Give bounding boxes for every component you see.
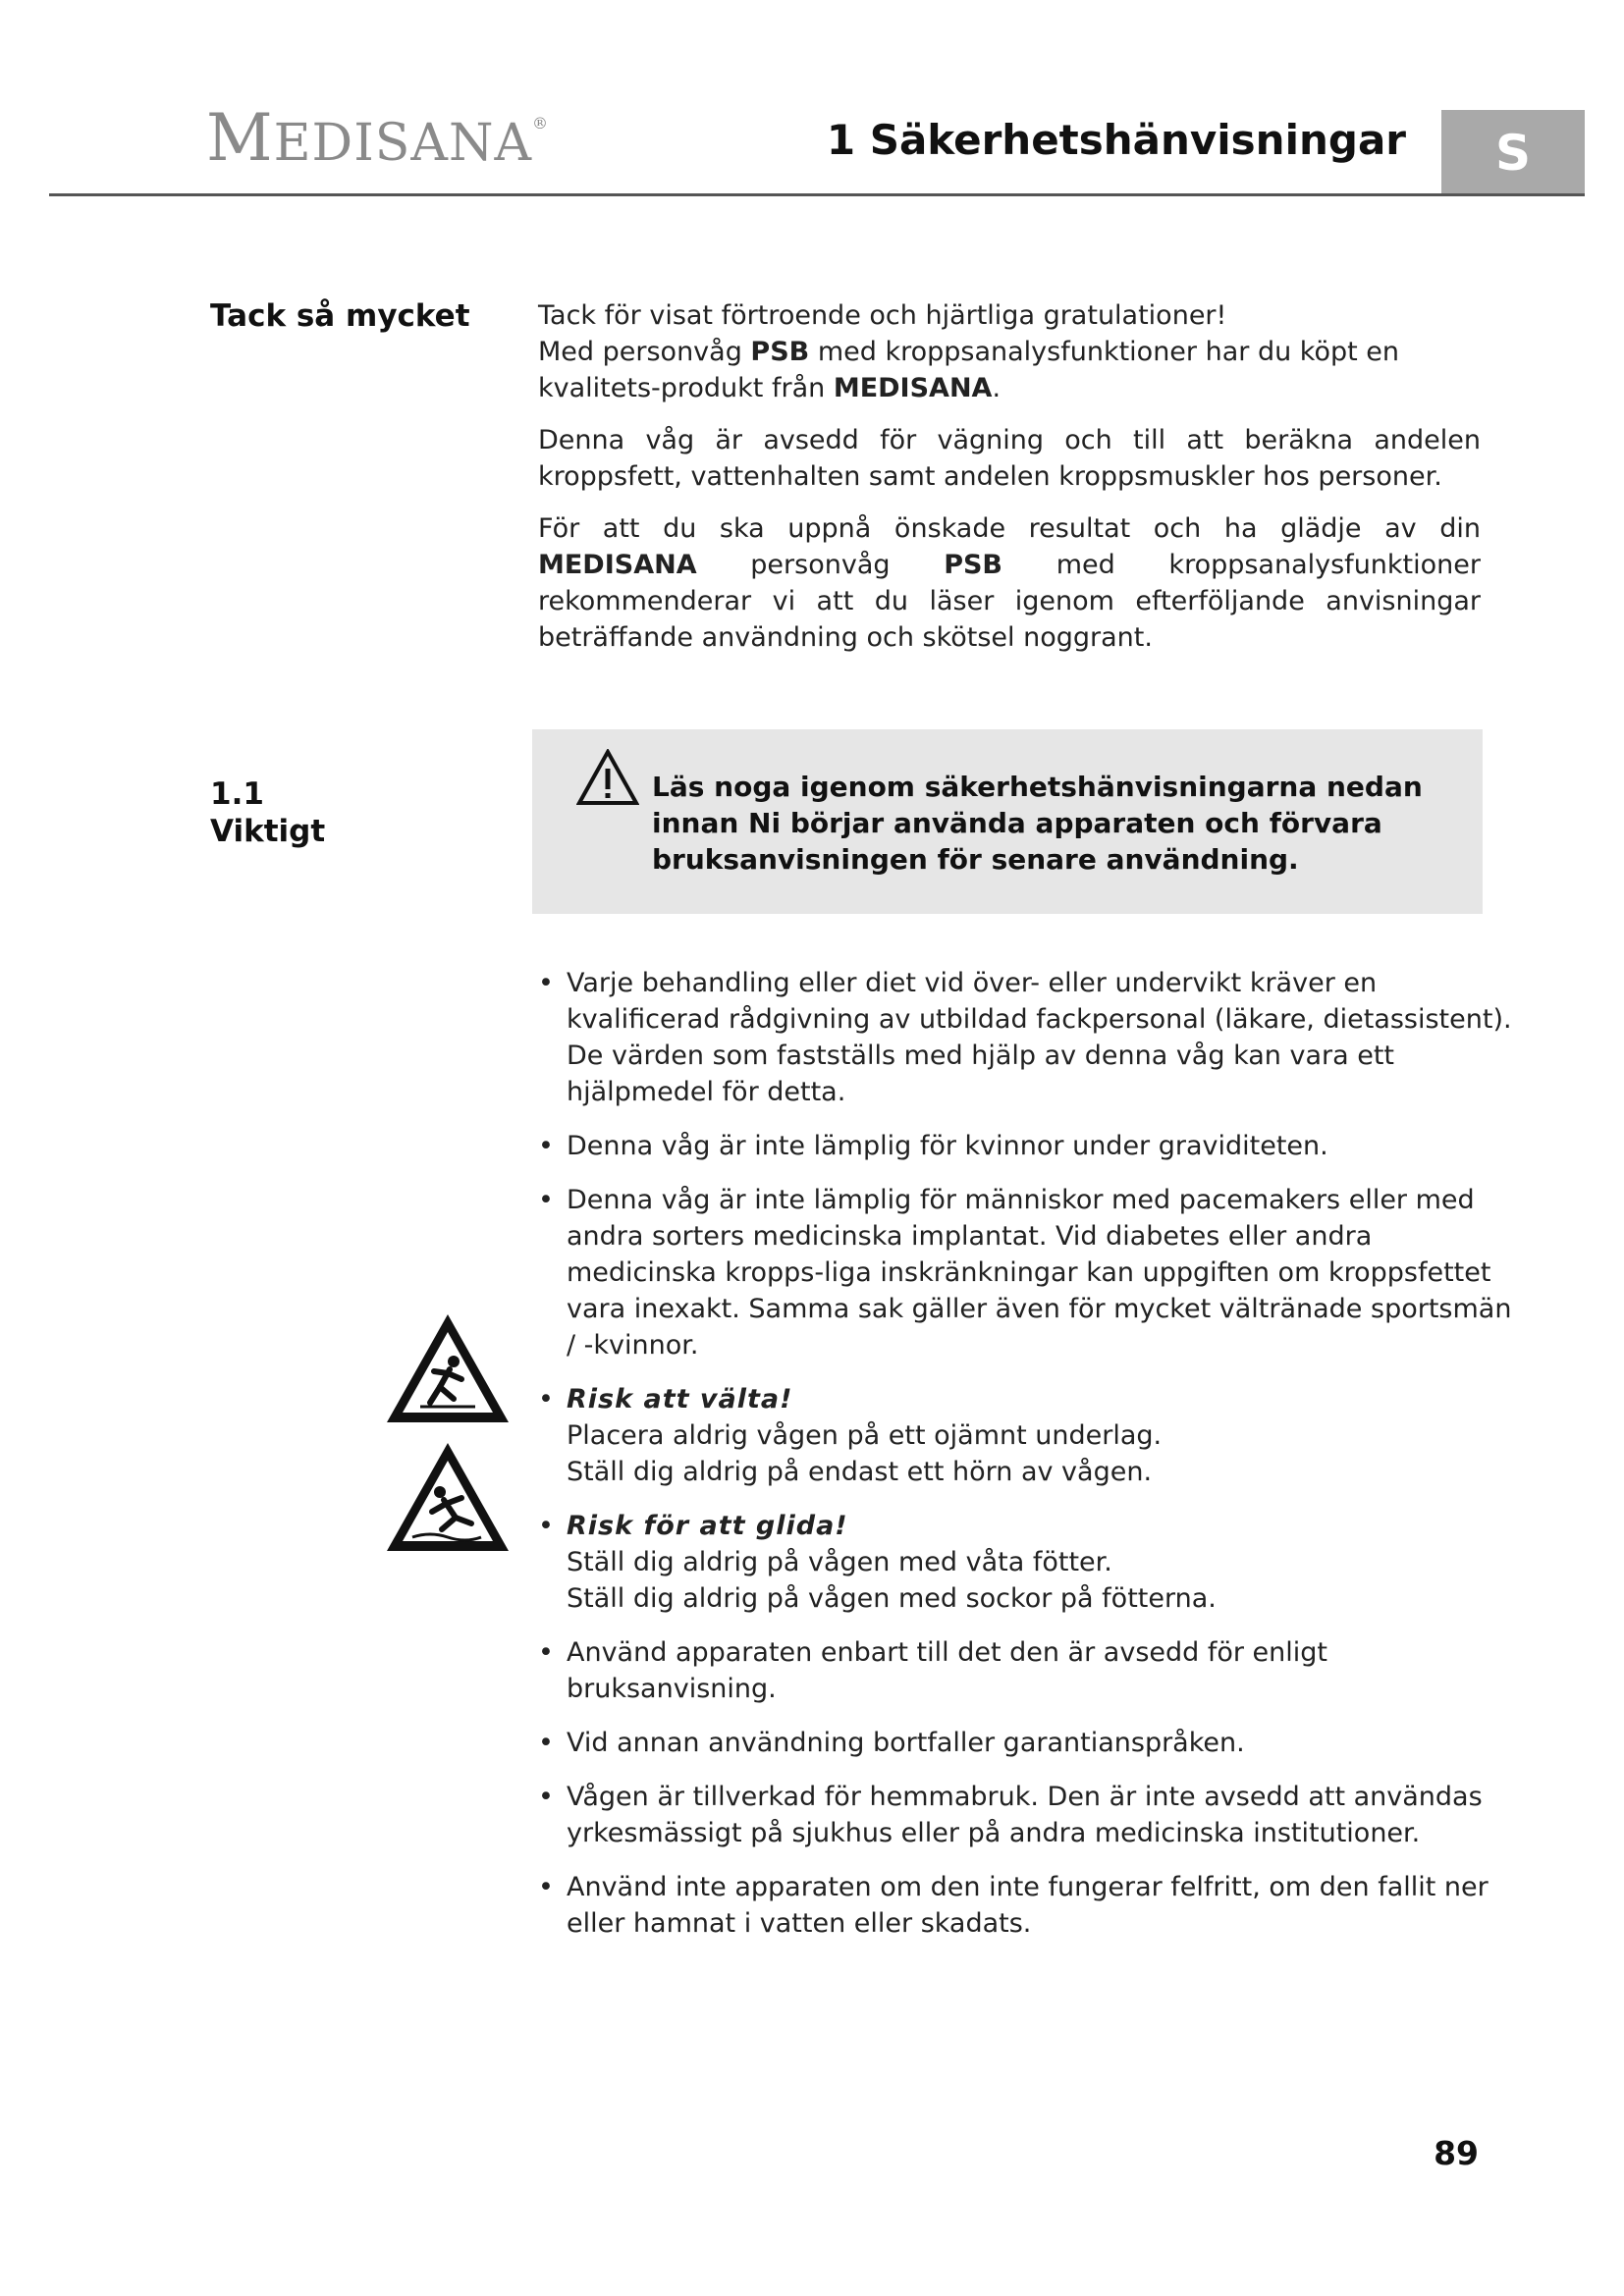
list-item: • Använd inte apparaten om den inte fungerar felfritt, om den fallit ner eller hamnat i vatten eller skadats. bbox=[538, 1872, 1489, 1939]
warning-triangle-icon bbox=[576, 749, 639, 806]
list-item: • Denna våg är inte lämplig för människor med pacemakers eller med andra sorters medicinska implantat. Vid diabetes eller andra medicinska kropps-liga inskränkningar kan uppgiften om kroppsfettet vara inexakt. Samma sak gäller även för mycket vältränade sportsmän / -kvinnor. bbox=[538, 1185, 1512, 1361]
important-heading: Viktigt bbox=[210, 814, 326, 849]
intro-heading: Tack så mycket bbox=[210, 298, 470, 334]
chapter-title: 1 Säkerhetshänvisningar bbox=[826, 116, 1406, 164]
intro-text bbox=[538, 297, 1481, 671]
medisana-logo: MEDISANA® bbox=[206, 100, 550, 176]
list-item: • Varje behandling eller diet vid över- eller undervikt kräver en kvalificerad rådgivning av utbildad fackpersonal (läkare, dietassistent). De värden som fastställs med hjälp av denna våg kan vara ett hjälpmedel för detta. bbox=[538, 968, 1512, 1107]
language-tab: S bbox=[1441, 110, 1585, 195]
list-item: • Använd apparaten enbart till det den är avsedd för enligt bruksanvisning. bbox=[538, 1637, 1328, 1704]
intro-paragraph-3: För att du ska uppnå önskade resultat och ha glädje av din MEDISANA personvåg PSB med kroppsanalysfunktioner rekommenderar vi att du läser igenom efterföljande anvisningar beträffande användning och skötsel noggrant. bbox=[538, 513, 1481, 653]
header-divider bbox=[49, 193, 1585, 196]
tripping-hazard-icon bbox=[383, 1310, 513, 1426]
intro-paragraph-2: Denna våg är avsedd för vägning och till att beräkna andelen kroppsfett, vattenhalten samt andelen kroppsmuskler hos personer. bbox=[538, 425, 1481, 492]
important-number: 1.1 bbox=[210, 776, 264, 812]
warning-box bbox=[532, 729, 1483, 914]
list-item: • Vågen är tillverkad för hemmabruk. Den är inte avsedd att användas yrkesmässigt på sjukhus eller på andra medicinska institutioner. bbox=[538, 1782, 1483, 1848]
list-item-tipping-risk: • Risk att välta! Placera aldrig vågen på ett ojämnt underlag. Ställ dig aldrig på endast ett hörn av vågen. bbox=[538, 1384, 1163, 1487]
list-item: • Vid annan användning bortfaller garantianspråken. bbox=[538, 1728, 1245, 1758]
slipping-hazard-icon bbox=[383, 1439, 513, 1555]
warning-text: Läs noga igenom säkerhetshänvisningarna nedan innan Ni börjar använda apparaten och förvara bruksanvisningen för senare användning. bbox=[652, 771, 1423, 876]
list-item: • Denna våg är inte lämplig för kvinnor under graviditeten. bbox=[538, 1131, 1328, 1161]
safety-bullet-list bbox=[538, 965, 1512, 1959]
list-item-slipping-risk: • Risk för att glida! Ställ dig aldrig på vågen med våta fötter. Ställ dig aldrig på vågen med sockor på fötterna. bbox=[538, 1511, 1217, 1614]
intro-paragraph-1: Tack för visat förtroende och hjärtliga gratulationer! Med personvåg PSB med kroppsanalysfunktioner har du köpt en kvalitets-produkt från MEDISANA. bbox=[538, 300, 1399, 403]
page-number: 89 bbox=[1434, 2134, 1479, 2172]
